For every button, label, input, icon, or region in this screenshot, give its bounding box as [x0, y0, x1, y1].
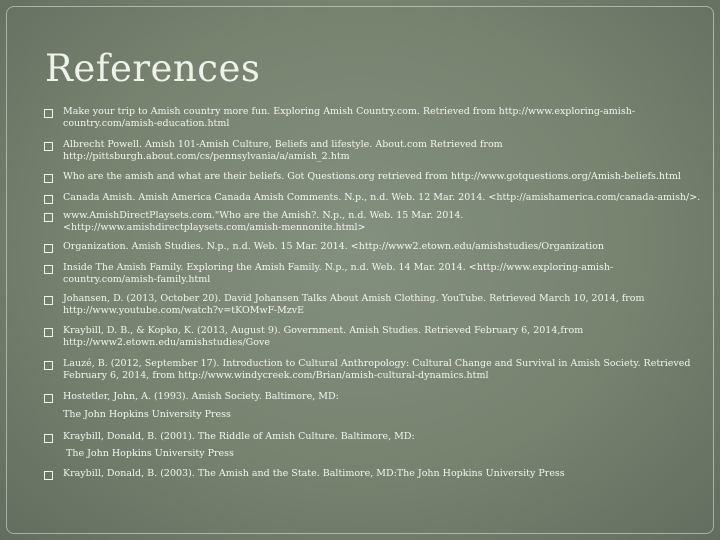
square-bullet-icon	[44, 174, 53, 183]
reference-text: Johansen, D. (2013, October 20). David Johansen Talks About Amish Clothing. YouTube. Retrieved March 10, 2014, from http://www.youtube.com/watch?v=tKOMwF-MzvE	[63, 293, 648, 316]
reference-text: Kraybill, D. B., & Kopko, K. (2013, August 9). Government. Amish Studies. Retrieved February 6, 2014,from http://www2.etown.edu/amishstudies/Gove	[63, 325, 587, 348]
square-bullet-icon	[44, 213, 53, 222]
reference-continuation: The John Hopkins University Press	[63, 409, 231, 420]
reference-item	[44, 431, 706, 443]
reference-item	[44, 192, 706, 204]
reference-item	[44, 139, 706, 163]
square-bullet-icon	[44, 195, 53, 204]
reference-text: Who are the amish and what are their beliefs. Got Questions.org retrieved from http://www.gotquestions.org/Amish-beliefs.html	[63, 171, 681, 182]
reference-item	[44, 325, 706, 349]
square-bullet-icon	[44, 434, 53, 443]
reference-item	[44, 171, 706, 183]
square-bullet-icon	[44, 265, 53, 274]
reference-text: Hostetler, John, A. (1993). Amish Society. Baltimore, MD:	[63, 391, 339, 402]
reference-item	[44, 293, 706, 317]
reference-text: Lauzé, B. (2012, September 17). Introduction to Cultural Anthropology: Cultural Change and Survival in Amish Society. Retrieved February 6, 2014, from http://www.windycreek.com/Brian/amish-cultural-dynamics.html	[63, 358, 694, 381]
reference-item	[44, 262, 706, 286]
reference-item	[44, 391, 706, 403]
square-bullet-icon	[44, 328, 53, 337]
page-title: References	[45, 47, 261, 90]
reference-item	[44, 106, 706, 130]
reference-text: Canada Amish. Amish America Canada Amish Comments. N.p., n.d. Web. 12 Mar. 2014. <http://amishamerica.com/canada-amish/>.	[63, 192, 701, 203]
square-bullet-icon	[44, 471, 53, 480]
reference-text: Inside The Amish Family. Exploring the Amish Family. N.p., n.d. Web. 14 Mar. 2014. <http://www.exploring-amish-country.com/amish-family.html	[63, 262, 614, 285]
reference-continuation: The John Hopkins University Press	[63, 448, 234, 459]
square-bullet-icon	[44, 142, 53, 151]
square-bullet-icon	[44, 361, 53, 370]
reference-text: Make your trip to Amish country more fun. Exploring Amish Country.com. Retrieved from http://www.exploring-amish-country.com/amish-education.html	[63, 106, 636, 129]
reference-item	[44, 468, 706, 480]
reference-item	[44, 241, 706, 253]
square-bullet-icon	[44, 244, 53, 253]
reference-text: www.AmishDirectPlaysets.com."Who are the Amish?. N.p., n.d. Web. 15 Mar. 2014. <http://www.amishdirectplaysets.com/amish-mennonite.html>	[63, 210, 494, 233]
reference-text: Kraybill, Donald, B. (2003). The Amish and the State. Baltimore, MD:The John Hopkins University Press	[63, 468, 565, 479]
reference-text: Albrecht Powell. Amish 101-Amish Culture, Beliefs and lifestyle. About.com Retrieved from http://pittsburgh.about.com/cs/pennsylvania/a/amish_2.htm	[63, 139, 506, 162]
square-bullet-icon	[44, 296, 53, 305]
reference-text: Kraybill, Donald, B. (2001). The Riddle of Amish Culture. Baltimore, MD:	[63, 431, 415, 442]
reference-item	[44, 210, 706, 234]
square-bullet-icon	[44, 109, 53, 118]
reference-text: Organization. Amish Studies. N.p., n.d. Web. 15 Mar. 2014. <http://www2.etown.edu/amishstudies/Organization	[63, 241, 604, 252]
square-bullet-icon	[44, 394, 53, 403]
reference-item	[44, 358, 706, 382]
